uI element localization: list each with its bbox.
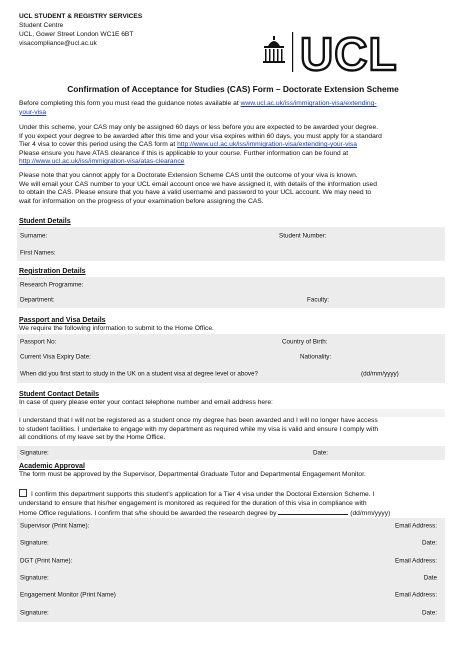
student-date-label: Date:	[313, 449, 329, 457]
passport-row[interactable]	[17, 334, 445, 350]
dgt-signature-label: Signature:	[20, 574, 49, 581]
surname-label: Surname:	[20, 232, 48, 239]
passport-no-label: Passport No:	[20, 338, 57, 345]
supervisor-row[interactable]	[17, 518, 445, 534]
atas-link[interactable]: http://www.ucl.ac.uk/iss/immigration-visa/atas-clearance	[19, 158, 185, 166]
supervisor-label: Supervisor (Print Name):	[20, 522, 90, 529]
country-of-birth-label: Country of Birth:	[282, 338, 328, 345]
confirm-checkbox[interactable]	[19, 489, 27, 497]
nationality-label: Nationality:	[300, 353, 332, 361]
first-names-label: First Names:	[20, 249, 56, 256]
engagement-monitor-label: Engagement Monitor (Print Name)	[20, 591, 116, 599]
supervisor-date-label: Date:	[421, 539, 437, 547]
ucl-logo	[258, 30, 418, 74]
student-signature-row[interactable]	[17, 446, 445, 461]
dgt-email-label: Email Address:	[395, 557, 437, 564]
award-date-blank[interactable]	[278, 508, 348, 515]
research-programme-label: Research Programme:	[20, 281, 84, 288]
cas-form-link[interactable]: http://www.ucl.ac.uk/iss/immigration-visa/extending-your-visa	[177, 141, 357, 149]
student-declaration: I understand that I will not be registered as a student once my degree has been awarded and I will no longer have access to student facilities. I undertake to engage with my department as required while my visa is valid and ensure I comply with all conditions of my leave set by the Home Office.	[19, 417, 379, 442]
form-title: Confirmation of Acceptance for Studies (CAS) Form – Doctorate Extension Scheme	[67, 84, 399, 94]
intro-text: Before completing this form you must read the guidance notes available at	[19, 100, 241, 107]
engagement-monitor-date-label: Date:	[421, 609, 437, 616]
faculty-label: Faculty:	[307, 296, 330, 304]
department-row[interactable]	[17, 292, 445, 309]
visa-expiry-row[interactable]	[17, 349, 445, 366]
guidance-link[interactable]: www.ucl.ac.uk/iss/immigration-visa/extending-	[240, 100, 377, 107]
address-line-1: Student Centre	[19, 22, 64, 29]
sender-address	[19, 12, 142, 48]
student-signature-label: Signature:	[20, 449, 49, 457]
engagement-monitor-signature-label: Signature:	[20, 609, 49, 616]
contact-note: In case of query please enter your contact telephone number and email address here:	[19, 399, 273, 406]
dgt-date-label: Date	[423, 574, 437, 581]
engagement-monitor-row[interactable]	[17, 587, 445, 604]
portico-icon	[263, 36, 285, 63]
visa-expiry-label: Current Visa Expiry Date:	[20, 353, 91, 361]
intro-paragraph-1	[19, 100, 449, 117]
dgt-signature-row[interactable]	[17, 568, 445, 588]
first-names-row[interactable]	[17, 244, 445, 262]
supervisor-signature-row[interactable]	[17, 533, 445, 554]
date-format-hint: (dd/mm/yyyy)	[361, 370, 399, 378]
approval-note: The form must be approved by the Supervisor, Departmental Graduate Tutor and Departmental Engagement Monitor.	[19, 471, 366, 478]
contact-details-heading: Student Contact Details	[19, 390, 100, 398]
contact-email: visacompliance@ucl.ac.uk	[19, 40, 97, 47]
engagement-monitor-email-label: Email Address:	[395, 591, 437, 599]
dgt-label: DGT (Print Name):	[20, 557, 73, 564]
academic-approval-heading: Academic Approval	[19, 462, 85, 470]
engagement-monitor-signature-row[interactable]	[17, 603, 445, 623]
student-details-heading: Student Details	[19, 217, 71, 225]
supervisor-signature-label: Signature:	[20, 539, 49, 547]
student-number-label: Student Number:	[279, 232, 327, 239]
intro-paragraph-3: Please note that you cannot apply for a Doctorate Extension Scheme CAS until the outcome of your viva is known. We will email your CAS number to your UCL email account once we have assigned it, with details of the information used to obtain the CAS. Please ensure that you have a valid username and password to your UCL account. We may need to wait for information on the progress of your examination before assigning the CAS.	[19, 172, 377, 205]
department-label: Department:	[20, 296, 55, 304]
guidance-link-cont[interactable]: your-visa	[19, 108, 47, 116]
first-study-question: When did you first start to study in the UK on a student visa at degree level or above?	[20, 370, 259, 378]
department-confirmation: I confirm this department supports this student’s application for a Tier 4 visa under the Doctoral Extension Scheme. I understand to ensure that his/her engagement is monitored as required for the duration of this visa in compliance with Home Office regulations. I confirm that s/he should be awarded the research degree by (dd/mm/yyyy)	[19, 491, 391, 518]
passport-visa-heading: Passport and Visa Details	[19, 316, 106, 324]
dgt-row[interactable]	[17, 553, 445, 569]
address-line-2: UCL, Gower Street London WC1E 6BT	[19, 31, 134, 38]
logo-wordmark: UCL	[300, 30, 398, 74]
registration-details-heading: Registration Details	[19, 267, 86, 275]
supervisor-email-label: Email Address:	[395, 522, 437, 529]
surname-row[interactable]	[17, 227, 445, 245]
org-name: UCL STUDENT & REGISTRY SERVICES	[19, 13, 143, 20]
passport-visa-note: We require the following information to submit to the Home Office.	[19, 325, 214, 332]
intro-paragraph-2: Under this scheme, your CAS may only be assigned 60 days or less before you are expected to be awarded your degree. If you expect your degree to be awarded after this time and your visa expires within 60 days, you must apply for a standard Tier 4 visa to cover this period using the CAS form at http://www.ucl.ac.uk/iss/immigration-visa/extending-your-visa Please ensure you have ATAS clearance if this is applicable to your course. Further information can be found at http://www.ucl.ac.uk/iss/immigration-visa/atas-clearance	[19, 124, 382, 166]
first-study-row[interactable]	[17, 365, 445, 384]
research-programme-row[interactable]	[17, 277, 445, 293]
